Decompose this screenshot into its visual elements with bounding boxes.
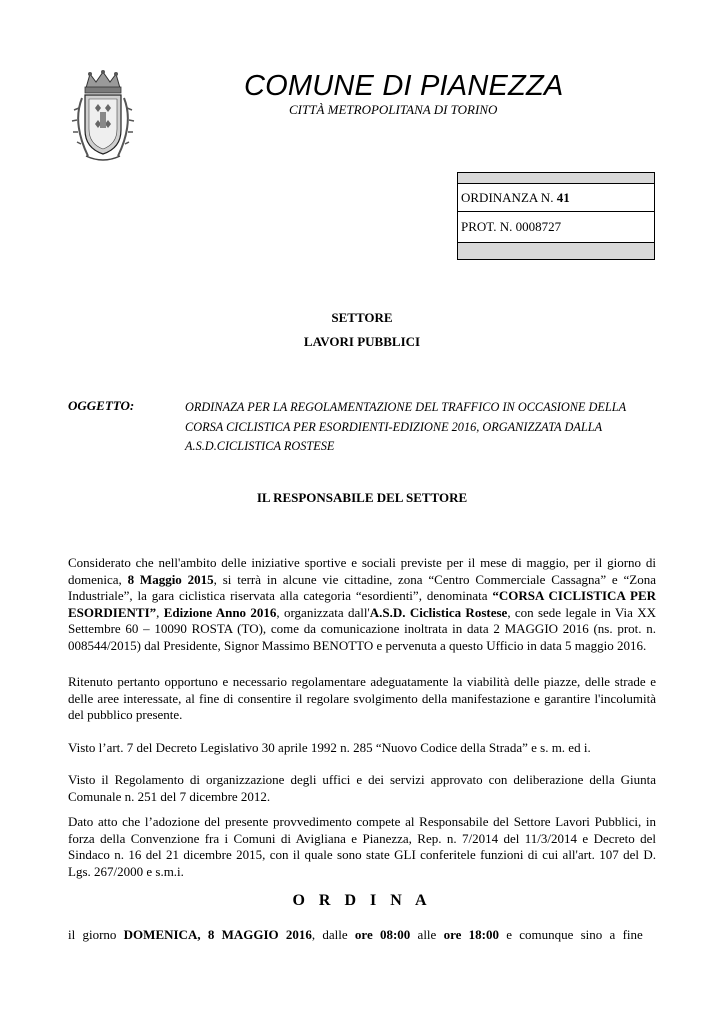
- p1-text-i: , con sede legale in Via XX Settembre 60 – 10090 ROSTA (TO), come da comunicazione inoltrata in data 2 MAGGIO 2016 (ns. prot. n. 008544/2015) dal Presidente, Signor Massimo BENOTTO e pervenuta a questo Ufficio in data 5 maggio 2016.: [68, 604, 657, 653]
- ordinance-number: 41: [556, 190, 570, 205]
- protocol-number: PROT. N. 0008727: [461, 219, 562, 234]
- paragraph-dato-atto: Dato atto che l’adozione del presente provvedimento compete al Responsabile del Settore Lavori Pubblici, in forza della Convenzione fra i Comuni di Avigliana e Pianezza, Rep. n. 7/2014 del 11/3/2014 e Decreto del Sindaco n. 16 del 21 dicembre 2015, con il quale sono state GLI conferitele funzioni di cui all'art. 107 del D. Lgs. 267/2000 e s.m.i.: [68, 814, 656, 879]
- last-text-c: , dalle: [311, 927, 355, 942]
- last-text-a: il giorno: [68, 927, 124, 942]
- ordinance-box: [457, 172, 655, 260]
- end-time: ore 18:00: [443, 927, 499, 942]
- ordinance-number-row: [461, 190, 570, 206]
- order-day: DOMENICA, 8 MAGGIO 2016: [123, 927, 312, 942]
- box-divider: [458, 211, 654, 212]
- p1-text-c: , si terrà in alcune vie cittadine, zona “Centro Commerciale Cassagna” e “Zona Industriale”, la gara ciclistica riservata alla categoria “esordienti”, denominata: [68, 571, 656, 603]
- sector-name: LAVORI PUBBLICI: [303, 334, 421, 349]
- p1-text-a: Considerato che nell'ambito delle iniziative sportive e sociali previste per il mese di maggio, per il giorno di domenica,: [68, 555, 656, 587]
- subject-label: OGGETTO:: [68, 398, 135, 413]
- subject-text: ORDINAZA PER LA REGOLAMENTAZIONE DEL TRAFFICO IN OCCASIONE DELLA CORSA CICLISTICA PER ESORDIENTI-EDIZIONE 2016, ORGANIZZATA DALLA A.S.D.CICLISTICA ROSTESE: [185, 400, 626, 453]
- municipal-crest-icon: [68, 68, 138, 166]
- municipality-subtitle: CITTÀ METROPOLITANA DI TORINO: [289, 102, 498, 117]
- sector-label: SETTORE: [331, 310, 393, 325]
- paragraph-visto-regolamento: Visto il Regolamento di organizzazione degli uffici e dei servizi approvato con deliberazione della Giunta Comunale n. 251 del 7 dicembre 2012.: [68, 772, 656, 804]
- responsible-heading: IL RESPONSABILE DEL SETTORE: [256, 490, 468, 505]
- p1-race-name: “CORSA CICLISTICA PER ESORDIENTI”: [68, 588, 656, 620]
- paragraph-ritenuto: Ritenuto pertanto opportuno e necessario regolamentare adeguatamente la viabilità delle piazze, delle strade e delle aree interessate, al fine di consentire il regolare svolgimento della manifestazione e garantire l'incolumità del pubblico presente.: [68, 674, 656, 722]
- start-time: ore 08:00: [354, 927, 411, 942]
- last-text-g: e comunque sino a fine: [498, 927, 643, 942]
- box-bottom-band: [458, 242, 654, 259]
- p1-edition: Edizione Anno 2016: [163, 604, 277, 620]
- paragraph-visto-art7: Visto l’art. 7 del Decreto Legislativo 30 aprile 1992 n. 285 “Nuovo Codice della Strada” e s. m. ed i.: [68, 740, 591, 755]
- p1-text-g: , organizzata dall': [276, 604, 370, 620]
- last-text-e: alle: [410, 927, 444, 942]
- ordina-heading: O R D I N A: [292, 892, 432, 909]
- p1-date: 8 Maggio 2015: [127, 571, 214, 587]
- p1-text-e: ,: [156, 604, 164, 620]
- ordinance-number-label: ORDINANZA N.: [461, 190, 557, 205]
- p1-organizer: A.S.D. Ciclistica Rostese: [369, 604, 508, 620]
- municipality-title: COMUNE DI PIANEZZA: [244, 70, 564, 102]
- order-date-line: [68, 927, 656, 943]
- box-top-band: [458, 173, 654, 184]
- paragraph-considerato: [68, 555, 656, 654]
